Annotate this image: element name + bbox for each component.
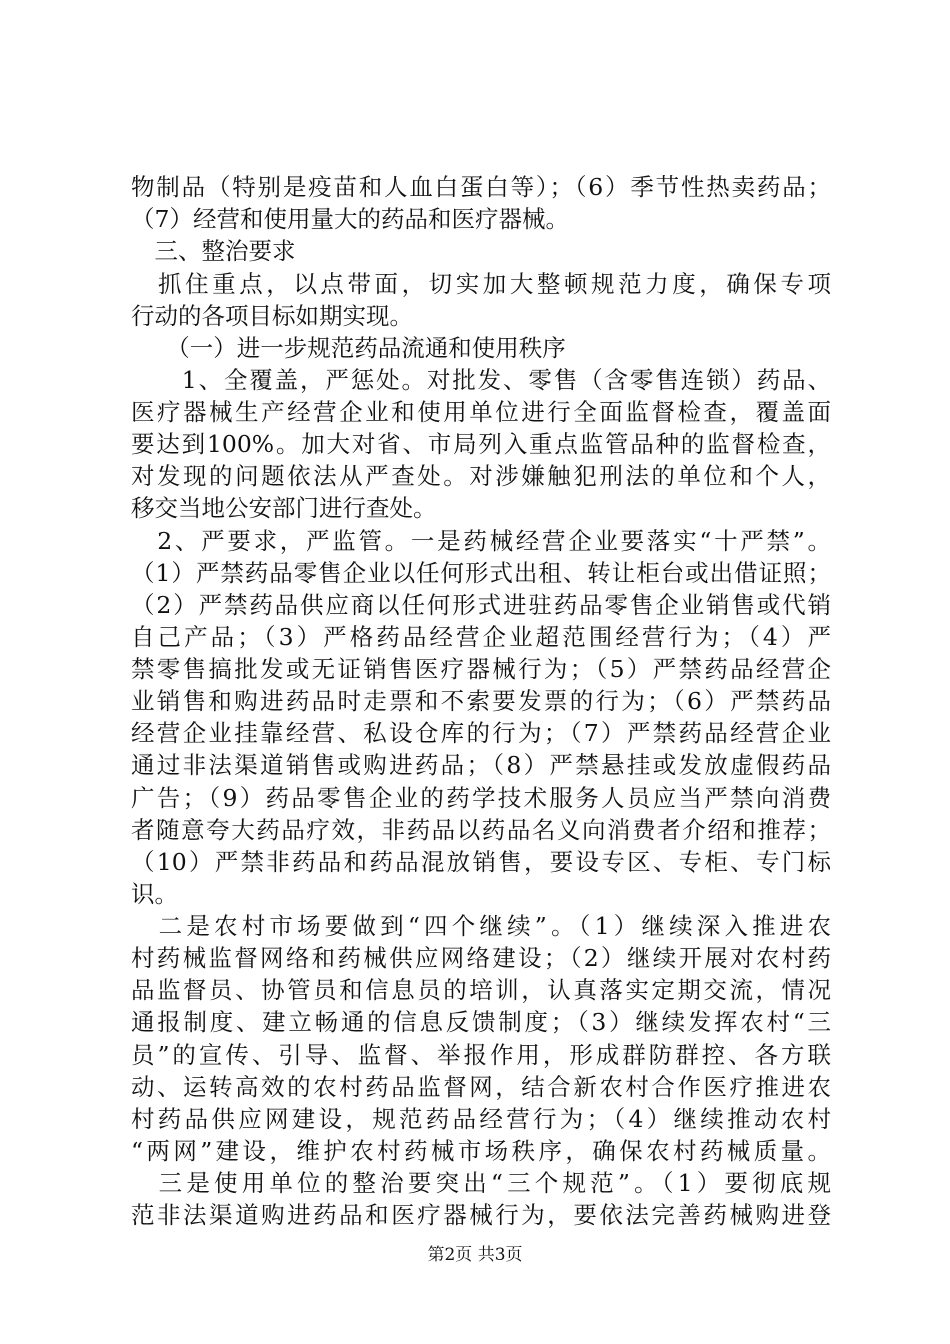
text-line: 三是使用单位的整治要突出“三个规范”。（1）要彻底规: [131, 1169, 831, 1197]
text-line: 通报制度、建立畅通的信息反馈制度；（3）继续发挥农村“三: [131, 1008, 831, 1036]
text-line: （1）严禁药品零售企业以任何形式出租、转让柜台或出借证照；: [131, 559, 831, 587]
page-footer: 第2页 共3页: [427, 1245, 523, 1265]
text-line: （2）严禁药品供应商以任何形式进驻药品零售企业销售或代销: [131, 591, 831, 619]
text-line: 识。: [131, 880, 178, 908]
text-line: 要达到100%。加大对省、市局列入重点监管品种的监督检查，: [131, 430, 831, 458]
text-line: 通过非法渠道销售或购进药品；（8）严禁悬挂或发放虚假药品: [131, 751, 831, 779]
text-line: （10）严禁非药品和药品混放销售，要设专区、专柜、专门标: [131, 848, 831, 876]
text-line: 品监督员、协管员和信息员的培训，认真落实定期交流，情况: [131, 976, 831, 1004]
text-line: 禁零售搞批发或无证销售医疗器械行为；（5）严禁药品经营企: [131, 655, 831, 683]
text-line: 物制品（特别是疫苗和人血白蛋白等）；（6）季节性热卖药品；: [131, 173, 831, 201]
text-line: 移交当地公安部门进行查处。: [131, 494, 437, 522]
text-line: 村药械监督网络和药械供应网络建设；（2）继续开展对农村药: [131, 944, 831, 972]
text-line: 自己产品；（3）严格药品经营企业超范围经营行为；（4）严: [131, 623, 831, 651]
text-line: 业销售和购进药品时走票和不索要发票的行为；（6）严禁药品: [131, 687, 831, 715]
text-line: 动、运转高效的农村药品监督网，结合新农村合作医疗推进农: [131, 1073, 831, 1101]
text-line: 员”的宣传、引导、监督、举报作用，形成群防群控、各方联: [131, 1041, 831, 1069]
text-line: 2、严要求，严监管。一是药械经营企业要落实“十严禁”。: [131, 527, 831, 555]
text-line: 二是农村市场要做到“四个继续”。（1）继续深入推进农: [131, 912, 831, 940]
text-line: “两网”建设，维护农村药械市场秩序，确保农村药械质量。: [131, 1137, 831, 1165]
text-line: 范非法渠道购进药品和医疗器械行为，要依法完善药械购进登: [131, 1201, 831, 1229]
text-line: 行动的各项目标如期实现。: [131, 302, 413, 330]
text-line: 1、全覆盖，严惩处。对批发、零售（含零售连锁）药品、: [131, 366, 831, 394]
section-heading: 三、整治要求: [131, 237, 296, 265]
text-line: 对发现的问题依法从严查处。对涉嫌触犯刑法的单位和个人，: [131, 462, 831, 490]
text-line: （7）经营和使用量大的药品和医疗器械。: [131, 205, 569, 233]
subsection-heading: （一）进一步规范药品流通和使用秩序: [131, 334, 566, 362]
text-line: 医疗器械生产经营企业和使用单位进行全面监督检查，覆盖面: [131, 398, 831, 426]
text-line: 经营企业挂靠经营、私设仓库的行为；（7）严禁药品经营企业: [131, 719, 831, 747]
text-line: 者随意夸大药品疗效，非药品以药品名义向消费者介绍和推荐；: [131, 816, 831, 844]
text-line: 村药品供应网建设，规范药品经营行为；（4）继续推动农村: [131, 1105, 831, 1133]
text-line: 广告；（9）药品零售企业的药学技术服务人员应当严禁向消费: [131, 784, 831, 812]
text-line: 抓住重点，以点带面，切实加大整顿规范力度，确保专项: [131, 270, 831, 298]
